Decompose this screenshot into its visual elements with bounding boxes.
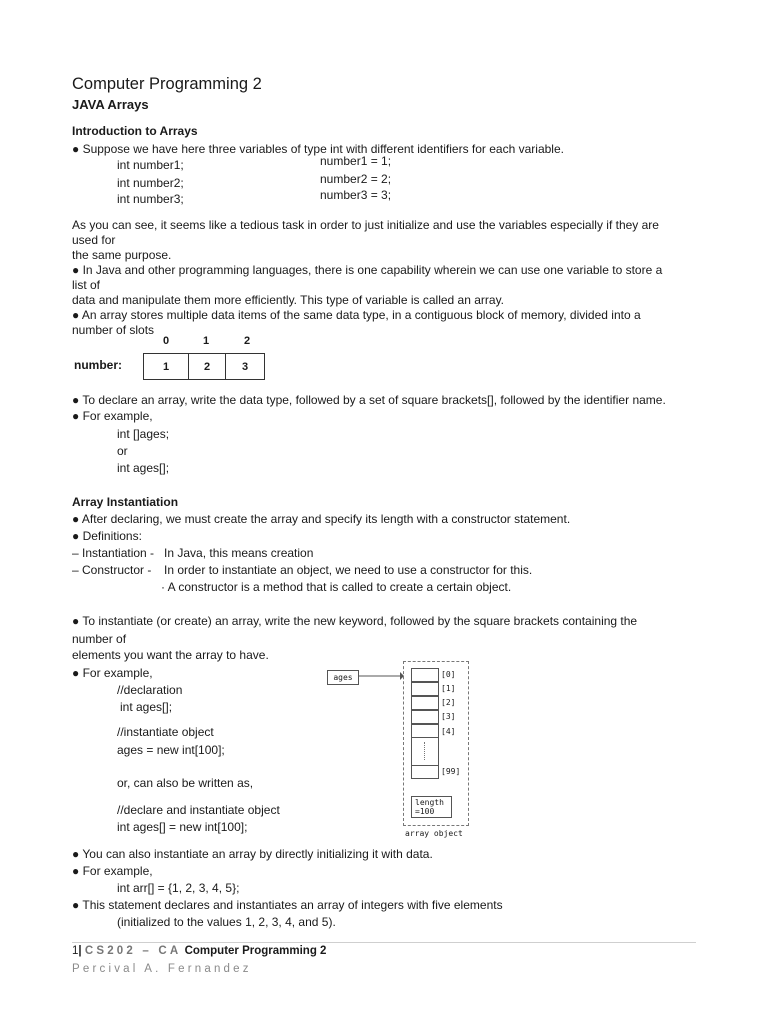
inst-bullet-3: ● To instantiate (or create) an array, write the new keyword, followed by the square brackets containing the xyxy=(72,614,638,628)
footer-page-line xyxy=(72,945,326,957)
code-line: or xyxy=(117,444,128,458)
array-cell: 2 xyxy=(188,353,226,380)
paragraph-line: the same purpose. xyxy=(72,248,172,262)
code-line: int number2; xyxy=(117,176,184,190)
inst-bullet-4: ● For example, xyxy=(72,666,153,680)
intro-bullet-2: ● In Java and other programming languages, there is one capability wherein we can use one variable to store a xyxy=(72,263,663,277)
code-line: number2 = 2; xyxy=(320,172,392,186)
code-line: ages = new int[100]; xyxy=(117,743,225,757)
array-slot-index: [4] xyxy=(441,727,456,736)
definition-text: In order to instantiate an object, we need to use a constructor for this. xyxy=(164,563,533,577)
code-line: int []ages; xyxy=(117,427,170,441)
array-variable-label: number: xyxy=(74,358,122,372)
array-slot-index: [2] xyxy=(441,698,456,707)
paragraph-line: used for xyxy=(72,233,116,247)
array-index-label: 1 xyxy=(202,335,210,347)
page-subtitle: JAVA Arrays xyxy=(72,97,149,112)
intro-bullet-1: ● Suppose we have here three variables of type int with different identifiers for each variable. xyxy=(72,142,564,156)
code-line: int ages[] = new int[100]; xyxy=(117,820,248,834)
declare-bullet-1: ● To declare an array, write the data type, followed by a set of square brackets[], followed by the identifier name. xyxy=(72,393,666,407)
array-slot xyxy=(411,696,439,710)
paragraph-line: (initialized to the values 1, 2, 3, 4, and 5). xyxy=(117,915,336,929)
code-line: //declaration xyxy=(117,683,183,697)
code-line: int number3; xyxy=(117,192,184,206)
init-bullet-3: ● This statement declares and instantiates an array of integers with five elements xyxy=(72,898,503,912)
paragraph-line: list of xyxy=(72,278,101,292)
array-index-label: 0 xyxy=(162,335,170,347)
code-line: int number1; xyxy=(117,158,184,172)
definition-term: – Constructor - xyxy=(72,563,152,577)
reference-box: ages xyxy=(327,670,359,685)
code-line: int ages[]; xyxy=(120,700,173,714)
array-cell: 1 xyxy=(143,353,189,380)
array-object-caption: array object xyxy=(405,829,463,838)
array-slot-index: [0] xyxy=(441,670,456,679)
declare-bullet-2: ● For example, xyxy=(72,409,153,423)
array-slot xyxy=(411,724,439,738)
section-heading-instantiation: Array Instantiation xyxy=(72,495,179,509)
paragraph-line: number of slots xyxy=(72,323,155,337)
code-line: number1 = 1; xyxy=(320,154,392,168)
course-code: CS202 – CA xyxy=(84,945,182,957)
page-title: Computer Programming 2 xyxy=(72,75,262,93)
paragraph-line: As you can see, it seems like a tedious task in order to just initialize and use the variables especially if they are xyxy=(72,218,659,232)
array-slot-ellipsis xyxy=(411,738,439,765)
code-line: //instantiate object xyxy=(117,725,214,739)
length-label: length xyxy=(415,798,444,807)
length-box xyxy=(411,796,452,818)
definition-term: – Instantiation - xyxy=(72,546,155,560)
code-line: number3 = 3; xyxy=(320,188,392,202)
code-line: or, can also be written as, xyxy=(117,776,254,790)
code-line: int arr[] = {1, 2, 3, 4, 5}; xyxy=(117,881,240,895)
paragraph-line: number of xyxy=(72,632,127,646)
footer-separator: | xyxy=(78,945,82,957)
array-cell: 3 xyxy=(225,353,265,380)
definition-text: In Java, this means creation xyxy=(164,546,314,560)
inst-bullet-1: ● After declaring, we must create the array and specify its length with a constructor statement. xyxy=(72,512,571,526)
array-index-label: 2 xyxy=(243,335,251,347)
footer-divider xyxy=(72,942,696,943)
length-value: =100 xyxy=(415,807,435,816)
section-heading-intro: Introduction to Arrays xyxy=(72,124,198,138)
author-name: Percival A. Fernandez xyxy=(72,963,252,975)
inst-bullet-2: ● Definitions: xyxy=(72,529,142,543)
array-slot xyxy=(411,682,439,696)
paragraph-line: elements you want the array to have. xyxy=(72,648,269,662)
array-slot-index: [3] xyxy=(441,712,456,721)
reference-arrow xyxy=(358,670,404,684)
array-slot xyxy=(411,668,439,682)
definition-text: · A constructor is a method that is called to create a certain object. xyxy=(161,580,512,594)
course-title: Computer Programming 2 xyxy=(184,945,327,957)
array-slot xyxy=(411,710,439,724)
paragraph-line: data and manipulate them more efficiently. This type of variable is called an array. xyxy=(72,293,505,307)
code-line: //declare and instantiate object xyxy=(117,803,280,817)
code-line: int ages[]; xyxy=(117,461,170,475)
init-bullet-1: ● You can also instantiate an array by directly initializing it with data. xyxy=(72,847,433,861)
array-slot xyxy=(411,765,439,779)
array-slot-index: [1] xyxy=(441,684,456,693)
array-slot-index: [99] xyxy=(441,767,461,776)
page-number: 1 xyxy=(72,945,79,957)
intro-bullet-3: ● An array stores multiple data items of the same data type, in a contiguous block of memory, divided into a xyxy=(72,308,641,322)
init-bullet-2: ● For example, xyxy=(72,864,153,878)
